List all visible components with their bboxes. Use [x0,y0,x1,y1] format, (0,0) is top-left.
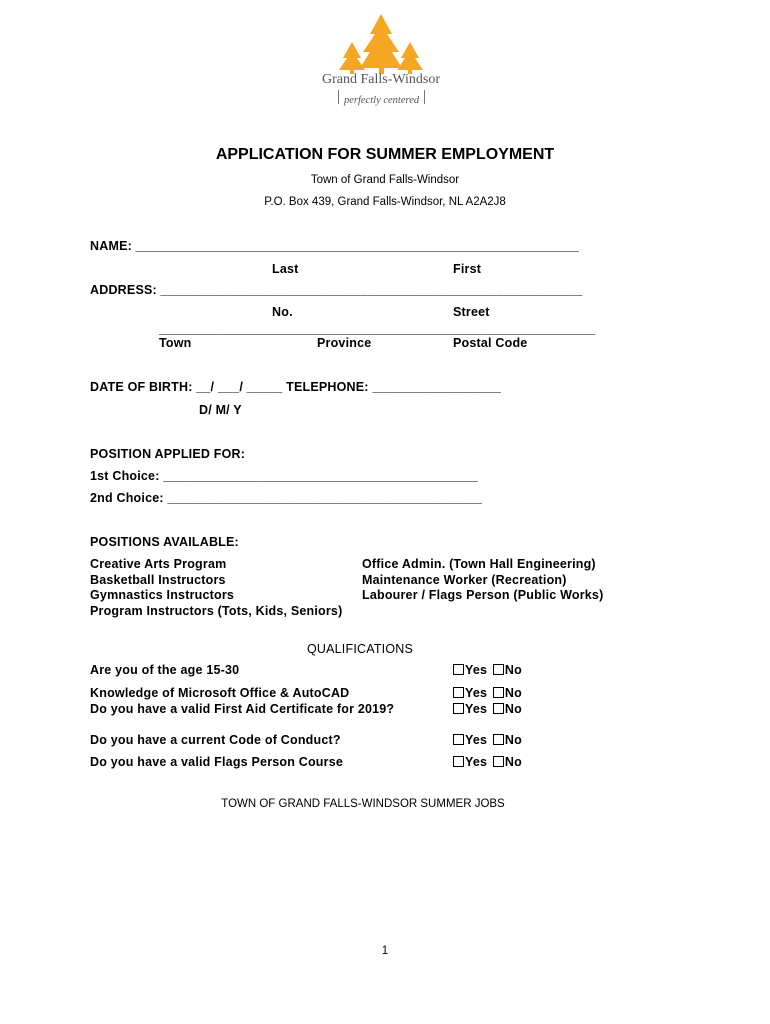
address-no-label: No. [272,305,293,319]
positions-left-list [90,557,342,619]
no-checkbox[interactable] [493,664,504,675]
logo [300,10,470,110]
second-choice-field[interactable]: 2nd Choice: ____________________________________________ [90,491,483,505]
no-label: No [504,686,522,700]
position-item: Creative Arts Program [90,557,227,571]
address-postal-label: Postal Code [453,336,528,350]
no-checkbox[interactable] [493,703,504,714]
dob-telephone-line[interactable]: DATE OF BIRTH: __/ ___/ _____ TELEPHONE: __________________ [90,380,502,394]
positions-right-list [362,557,603,604]
logo-tagline-box [338,90,425,104]
address-town-label: Town [159,336,192,350]
yes-checkbox[interactable] [453,664,464,675]
address-street-label: Street [453,305,490,319]
no-checkbox[interactable] [493,687,504,698]
qualifications-heading: QUALIFICATIONS [306,642,414,656]
position-item: Maintenance Worker (Recreation) [362,572,567,587]
yes-no-code-of-conduct [453,733,522,747]
name-last-label: Last [272,262,299,276]
yes-no-ms-office [453,686,522,700]
org-address: P.O. Box 439, Grand Falls-Windsor, NL A2A2J8 [264,196,506,208]
yes-label: Yes [465,663,488,677]
yes-checkbox[interactable] [453,687,464,698]
org-name: Town of Grand Falls-Windsor [310,174,460,186]
no-label: No [504,755,522,769]
no-label: No [504,663,522,677]
yes-no-age [453,663,522,677]
no-checkbox[interactable] [493,756,504,767]
position-applied-heading: POSITION APPLIED FOR: [90,447,246,461]
trees-logo-icon [300,10,470,75]
no-label: No [504,733,522,747]
position-item: Program Instructors (Tots, Kids, Seniors) [90,603,343,618]
dob-format-label: D/ M/ Y [199,403,242,417]
yes-label: Yes [465,755,488,769]
name-line[interactable]: NAME: ______________________________________________________________ [90,239,580,253]
page-title: APPLICATION FOR SUMMER EMPLOYMENT [215,146,555,163]
question-first-aid: Do you have a valid First Aid Certificate for 2019? [90,702,395,716]
no-label: No [504,702,522,716]
no-checkbox[interactable] [493,734,504,745]
footer-text: TOWN OF GRAND FALLS-WINDSOR SUMMER JOBS [221,798,505,810]
position-item: Gymnastics Instructors [90,588,235,602]
page-number: 1 [381,945,389,957]
address-line-2[interactable]: _____________________________________________________________ [159,322,596,336]
yes-checkbox[interactable] [453,703,464,714]
address-line[interactable]: ADDRESS: ___________________________________________________________ [90,283,583,297]
position-item: Basketball Instructors [90,572,226,587]
yes-no-flags-person [453,755,522,769]
question-ms-office: Knowledge of Microsoft Office & AutoCAD [90,686,350,700]
positions-available-heading: POSITIONS AVAILABLE: [90,535,239,549]
yes-checkbox[interactable] [453,734,464,745]
address-province-label: Province [317,336,372,350]
logo-tagline: perfectly centered [344,95,420,106]
first-choice-field[interactable]: 1st Choice: ____________________________________________ [90,469,478,483]
question-flags-person: Do you have a valid Flags Person Course [90,755,344,769]
question-code-of-conduct: Do you have a current Code of Conduct? [90,733,341,747]
yes-label: Yes [465,686,488,700]
yes-label: Yes [465,733,488,747]
question-age: Are you of the age 15-30 [90,663,240,677]
yes-no-first-aid [453,702,522,716]
position-item: Labourer / Flags Person (Public Works) [362,588,604,602]
yes-checkbox[interactable] [453,756,464,767]
name-first-label: First [453,262,482,276]
yes-label: Yes [465,702,488,716]
position-item: Office Admin. (Town Hall Engineering) [362,557,596,571]
logo-name: Grand Falls-Windsor [322,72,441,87]
